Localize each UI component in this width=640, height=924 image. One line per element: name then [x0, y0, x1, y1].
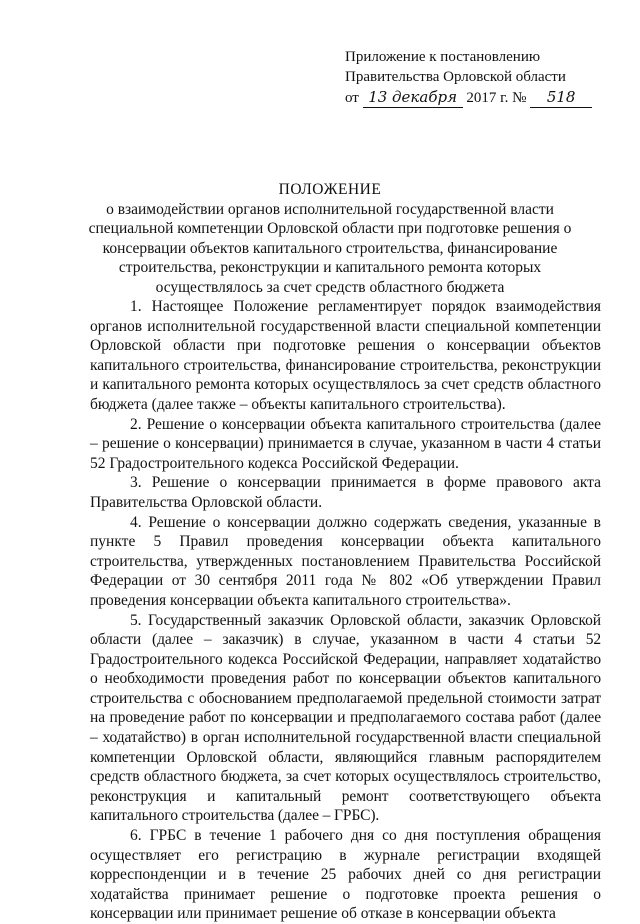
paragraph-4: 4. Решение о консервации должно содержать сведения, указанные в пункте 5 Правил проведения консервации объекта капитального строительства, утвержденных постановлением Правительства Российской Федерации от 30 сентября 2011 года № 802 «Об утверждении Правил проведения консервации объекта капитального строительства». [90, 513, 601, 609]
title-line: консервации объектов капитального строительства, финансирование [102, 239, 558, 257]
paragraph-1: 1. Настоящее Положение регламентирует порядок взаимодействия органов исполнительной государственной власти специальной компетенции Орловской области при подготовке решения о консервации объектов капитального строительства, финансирование строительства, реконструкции и капитального ремонта которых осуществлялось за счет средств областного бюджета (далее также – объекты капитального строительства). [90, 298, 601, 413]
title-line: строительства, реконструкции и капитального ремонта которых [118, 259, 542, 276]
document-title [60, 180, 600, 297]
paragraph-6: 6. ГРБС в течение 1 рабочего дня со дня поступления обращения осуществляет его регистрацию в журнале регистрации входящей корреспонденции и в течение 25 рабочих дней со дня регистрации ходатайства принимает решение о подготовке проекта решения о консервации или принимает решение об отказе в консервации объекта [90, 827, 601, 923]
header-line-2: Правительства Орловской области [345, 69, 566, 85]
header-line-1: Приложение к постановлению [345, 49, 541, 65]
paragraph-5: 5. Государственный заказчик Орловской области, заказчик Орловской области (далее – заказчик) в случае, указанном в части 4 статьи 52 Градостроительного кодекса Российской Федерации, направляет ходатайство о необходимости проведения работ по консервации объектов капитального строительства с обоснованием предполагаемой предельной стоимости затрат на проведение работ по консервации и предполагаемого состава работ (далее – ходатайство) в орган исполнительной государственной власти специальной компетенции Орловской области, являющийся главным распорядителем средств областного бюджета, за счет которых осуществлялось строительство, реконструкция и капитальный ремонт соответствующего объекта капитального строительства (далее – ГРБС). [90, 611, 601, 825]
appendix-header [345, 47, 605, 108]
title-main: ПОЛОЖЕНИЕ [278, 181, 382, 198]
header-year: 2017 г. № [466, 90, 527, 106]
header-line-3 [345, 87, 605, 108]
document-body [90, 297, 601, 924]
title-line: о взаимодействии органов исполнительной государственной власти [106, 200, 554, 218]
paragraph-2: 2. Решение о консервации объекта капитального строительства (далее – решение о консервации) принимается в случае, указанном в части 4 статьи 52 Градостроительного кодекса Российской Федерации. [90, 415, 601, 472]
handwritten-date: 13 декабря [363, 87, 463, 108]
title-line: специальной компетенции Орловской области при подготовке решения о [88, 220, 572, 237]
header-prefix: от [345, 90, 359, 106]
handwritten-number: 518 [530, 87, 592, 108]
paragraph-3: 3. Решение о консервации принимается в форме правового акта Правительства Орловской области. [90, 474, 601, 511]
title-line: осуществлялось за счет средств областного бюджета [155, 278, 505, 296]
